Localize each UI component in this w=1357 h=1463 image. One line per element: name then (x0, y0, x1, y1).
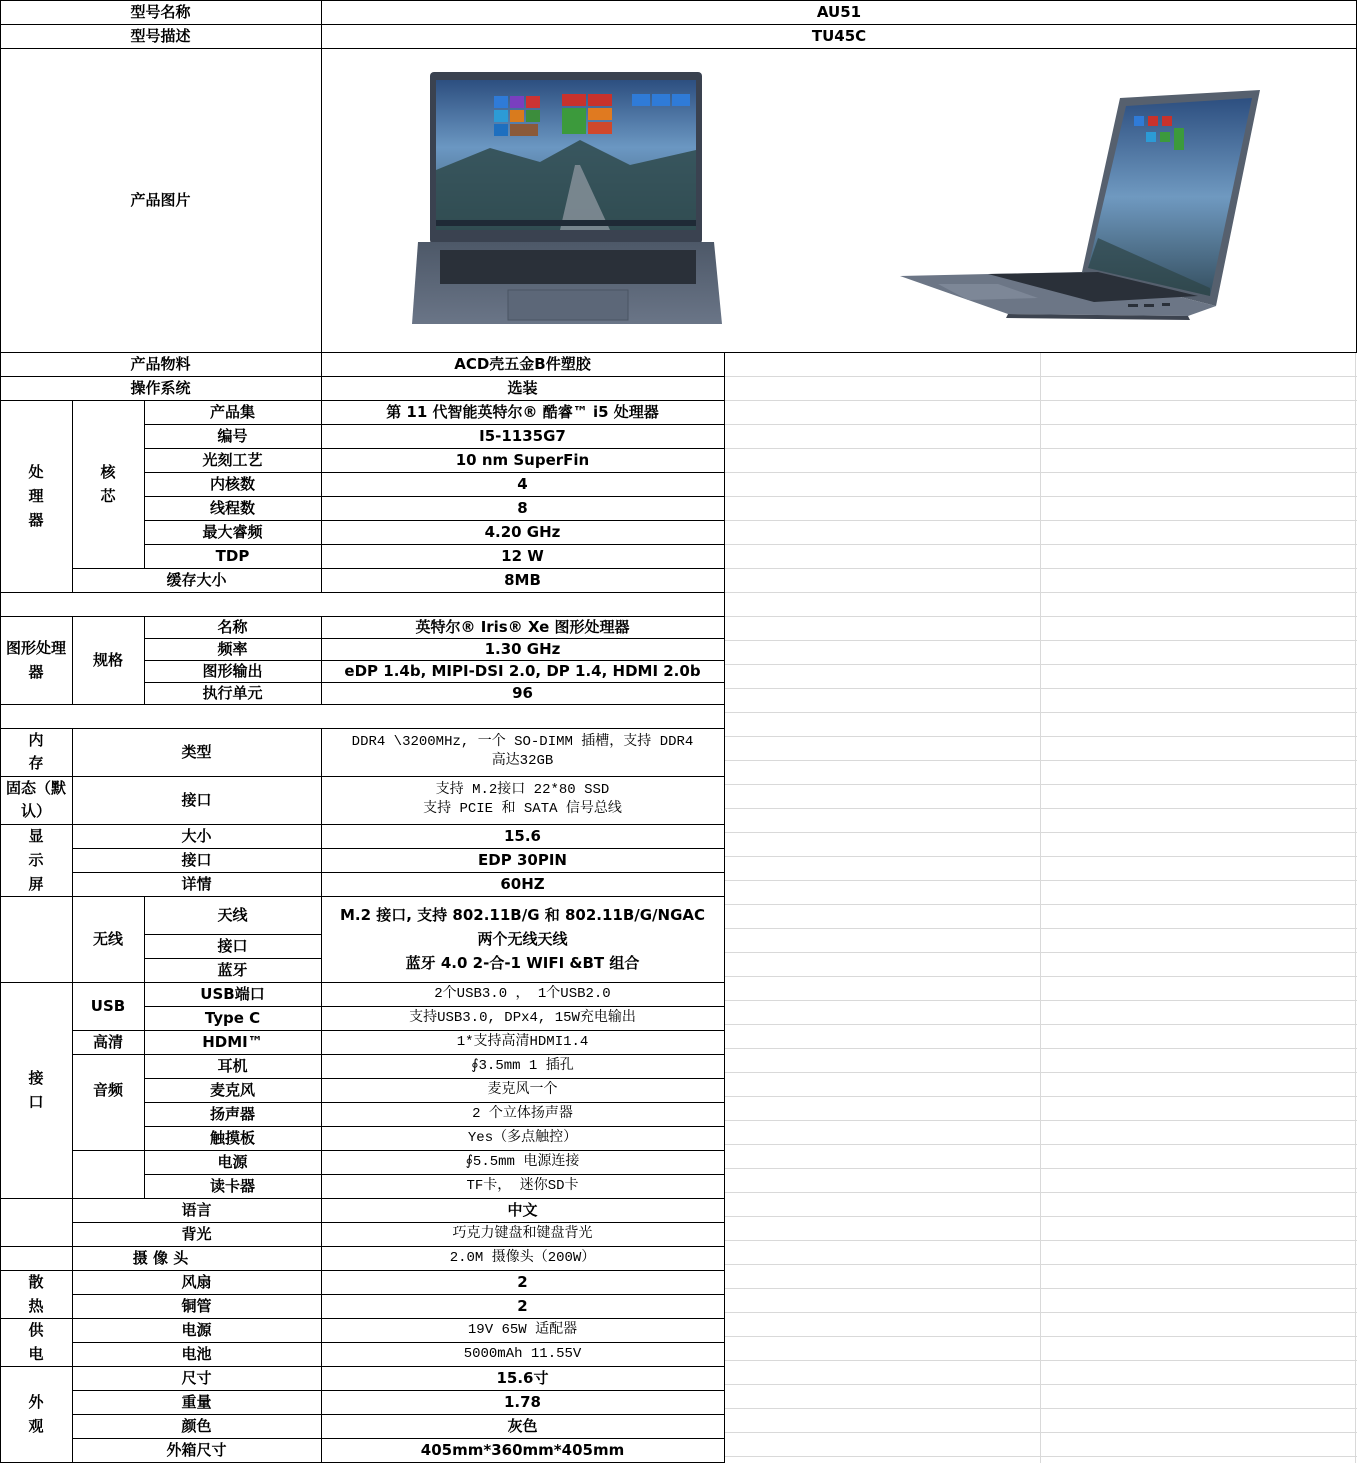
ssd-group-label: 固态（默 认） (5, 779, 66, 820)
power-row-label: 电池 (181, 1344, 212, 1363)
appearance-row-value: 15.6寸 (496, 1368, 549, 1387)
power-port-value: ∮5.5mm 电源连接 (465, 1153, 580, 1170)
cooling-row-label: 风扇 (181, 1272, 212, 1291)
gridline-h (724, 1264, 1357, 1265)
appearance-row-label: 尺寸 (181, 1368, 212, 1387)
border-h (72, 1150, 145, 1151)
border-v (144, 896, 145, 983)
border-v (0, 0, 1, 353)
material-value: ACD壳五金B件塑胶 (454, 354, 591, 373)
border-h (0, 48, 1357, 49)
border-h (0, 728, 725, 729)
gridline-h (724, 904, 1357, 905)
border-h (144, 568, 725, 569)
usb-group-label: USB (90, 996, 126, 1015)
wireless-value: M.2 接口, 支持 802.11B/G 和 802.11B/G/NGAC 两个无线天线 蓝牙 4.0 2-合-1 WIFI &BT 组合 (339, 906, 706, 972)
gridline-h (724, 1384, 1357, 1385)
appearance-row-value: 灰色 (507, 1416, 538, 1435)
cpu-row-value: 8 (517, 498, 528, 517)
gridline-h (724, 1312, 1357, 1313)
display-row-label: 接口 (181, 850, 212, 869)
gridline-h (724, 1240, 1357, 1241)
border-h (0, 1246, 725, 1247)
touchpad-value: Yes（多点触控） (467, 1129, 578, 1146)
gridline-h (724, 1120, 1357, 1121)
gpu-spec-label: 规格 (92, 650, 123, 669)
typec-value: 支持USB3.0, DPx4, 15W充电输出 (409, 1009, 636, 1026)
border-h (0, 704, 725, 705)
gridline-h (724, 760, 1357, 761)
cooling-row-label: 铜管 (181, 1296, 212, 1315)
gridline-h (724, 496, 1357, 497)
border-h (144, 1102, 725, 1103)
photo-label: 产品图片 (130, 190, 191, 209)
appearance-row-value: 1.78 (503, 1392, 541, 1411)
cpu-row-label: 最大睿频 (202, 522, 263, 541)
border-h (0, 982, 725, 983)
display-row-label: 详情 (181, 874, 212, 893)
cpu-row-value: 第 11 代智能英特尔® 酷睿™ i5 处理器 (386, 402, 659, 421)
gridline-h (724, 1096, 1357, 1097)
border-h (72, 872, 725, 873)
hdmi-value: 1*支持高清HDMI1.4 (456, 1033, 589, 1050)
cpu-row-value: 4.20 GHz (484, 522, 561, 541)
gridline-h (724, 784, 1357, 785)
border-h (72, 1438, 725, 1439)
power-row-label: 电源 (181, 1320, 212, 1339)
ports-group-label: 接 口 (28, 1069, 44, 1111)
cpu-row-value: 12 W (501, 546, 544, 565)
border-h (0, 400, 725, 401)
usb-port-value: 2个USB3.0 ， 1个USB2.0 (434, 985, 611, 1002)
cpu-row-label: 线程数 (209, 498, 255, 517)
border-v (0, 352, 1, 1463)
wireless-interface-label: 接口 (217, 936, 248, 955)
gridline-h (724, 808, 1357, 809)
gridline-h (724, 1000, 1357, 1001)
power-group-label: 供 电 (28, 1321, 44, 1363)
border-v (321, 0, 322, 353)
appearance-row-label: 颜色 (181, 1416, 212, 1435)
gridline-h (724, 640, 1357, 641)
model-desc-value: TU45C (811, 26, 867, 45)
border-h (72, 848, 725, 849)
border-h (144, 682, 725, 683)
memory-type-label: 类型 (181, 742, 212, 761)
border-h (144, 958, 322, 959)
power-port-label: 电源 (217, 1152, 248, 1171)
border-v (724, 352, 725, 1463)
cpu-row-label: TDP (215, 546, 250, 565)
gridline-h (724, 568, 1357, 569)
backlight-label: 背光 (181, 1224, 212, 1243)
language-label: 语言 (181, 1200, 212, 1219)
border-h (0, 1198, 725, 1199)
cpu-row-label: 内核数 (209, 474, 255, 493)
gridline-h (724, 472, 1357, 473)
card-reader-value: TF卡， 迷你SD卡 (466, 1177, 579, 1194)
border-h (144, 1030, 725, 1031)
gpu-row-label: 图形输出 (202, 661, 263, 680)
appearance-group-label: 外 观 (28, 1393, 44, 1435)
appearance-row-label: 外箱尺寸 (166, 1440, 227, 1459)
gpu-row-label: 名称 (217, 617, 248, 636)
cooling-row-value: 2 (517, 1296, 528, 1315)
border-h (0, 376, 725, 377)
display-group-label: 显 示 屏 (28, 827, 44, 893)
border-v (72, 400, 73, 593)
gridline-h (724, 1144, 1357, 1145)
border-h (72, 1294, 725, 1295)
gridline-h (724, 376, 1357, 377)
border-h (144, 1150, 725, 1151)
border-h (144, 520, 725, 521)
border-h (0, 616, 725, 617)
gridline-h (724, 688, 1357, 689)
border-h (144, 448, 725, 449)
gridline-h (724, 880, 1357, 881)
cpu-group-label: 处 理 器 (28, 463, 44, 529)
gpu-row-label: 执行单元 (202, 683, 263, 702)
power-row-value: 5000mAh 11.55V (463, 1345, 582, 1362)
gridline-h (724, 1432, 1357, 1433)
gridline-h (724, 928, 1357, 929)
gridline-h (724, 712, 1357, 713)
gridline-h (724, 592, 1357, 593)
border-h (144, 1054, 725, 1055)
gridline-v (1355, 352, 1356, 1463)
os-value: 选装 (507, 378, 538, 397)
display-row-value: EDP 30PIN (478, 850, 567, 869)
gridline-h (724, 976, 1357, 977)
model-name-value: AU51 (816, 2, 862, 21)
language-value: 中文 (507, 1200, 538, 1219)
gridline-h (724, 1216, 1357, 1217)
gpu-row-label: 频率 (217, 639, 248, 658)
wireless-bluetooth-label: 蓝牙 (217, 960, 248, 979)
border-v (72, 896, 73, 983)
border-v (321, 728, 322, 1463)
card-reader-label: 读卡器 (209, 1176, 255, 1195)
cpu-row-label: 光刻工艺 (202, 450, 263, 469)
border-v (144, 982, 145, 1199)
gridline-h (724, 424, 1357, 425)
typec-label: Type C (204, 1008, 261, 1027)
border-h (72, 1390, 725, 1391)
border-h (144, 1126, 725, 1127)
gridline-h (724, 952, 1357, 953)
wireless-label: 无线 (92, 929, 123, 948)
gridline-h (724, 664, 1357, 665)
border-h (144, 1174, 725, 1175)
cpu-core-label: 核 芯 (100, 463, 116, 505)
audio-group-label: 音频 (92, 1080, 123, 1099)
display-row-value: 15.6 (503, 826, 541, 845)
gridline-h (724, 1288, 1357, 1289)
gridline-v (1040, 352, 1041, 1463)
model-desc-label: 型号描述 (130, 26, 191, 45)
gridline-h (724, 1024, 1357, 1025)
border-h (144, 660, 725, 661)
border-h (0, 1270, 725, 1271)
border-h (144, 934, 322, 935)
border-h (0, 352, 1357, 353)
gridline-h (724, 616, 1357, 617)
gridline-h (724, 1336, 1357, 1337)
cpu-row-value: I5-1135G7 (479, 426, 566, 445)
border-h (144, 424, 725, 425)
gpu-row-value: 英特尔® Iris® Xe 图形处理器 (415, 617, 630, 636)
gridline-h (724, 832, 1357, 833)
border-h (0, 776, 725, 777)
cpu-row-label: 产品集 (209, 402, 255, 421)
border-h (144, 1078, 725, 1079)
headphone-label: 耳机 (217, 1056, 248, 1075)
gridline-h (724, 448, 1357, 449)
border-h (72, 1054, 145, 1055)
camera-value: 2.0M 摄像头（200W） (449, 1249, 596, 1266)
laptop-front-photo (410, 70, 725, 326)
display-row-value: 60HZ (500, 874, 545, 893)
memory-group-label: 内 存 (28, 731, 44, 772)
border-h (0, 1366, 725, 1367)
gridline-h (724, 544, 1357, 545)
border-h (72, 568, 145, 569)
gridline-h (724, 400, 1357, 401)
border-v (144, 616, 145, 705)
gridline-h (724, 1360, 1357, 1361)
border-h (72, 1030, 145, 1031)
material-label: 产品物料 (130, 354, 191, 373)
cooling-row-value: 2 (517, 1272, 528, 1291)
border-h (0, 0, 1357, 1)
power-row-value: 19V 65W 适配器 (467, 1321, 578, 1338)
camera-label: 摄 像 头 (132, 1248, 189, 1267)
memory-type-value: DDR4 \3200MHz, 一个 SO-DIMM 插槽，支持 DDR4 高达32GB (351, 734, 694, 769)
border-h (0, 24, 1357, 25)
border-v (72, 616, 73, 705)
laptop-side-photo (898, 88, 1264, 320)
border-h (0, 824, 725, 825)
gridline-h (724, 1408, 1357, 1409)
speaker-value: 2 个立体扬声器 (472, 1105, 573, 1122)
cpu-row-label: 编号 (217, 426, 248, 445)
os-label: 操作系统 (130, 378, 191, 397)
cooling-group-label: 散 热 (28, 1273, 44, 1315)
cpu-row-value: 10 nm SuperFin (455, 450, 590, 469)
cpu-cache-value: 8MB (504, 570, 541, 589)
border-h (0, 592, 725, 593)
border-h (72, 1414, 725, 1415)
cpu-cache-label: 缓存大小 (166, 570, 227, 589)
usb-port-label: USB端口 (200, 984, 265, 1003)
gpu-row-value: 1.30 GHz (484, 639, 561, 658)
gridline-h (724, 1072, 1357, 1073)
border-h (72, 1222, 725, 1223)
gpu-group-label: 图形处理 器 (5, 639, 66, 681)
border-v (144, 400, 145, 569)
gridline-h (724, 1048, 1357, 1049)
gridline-h (724, 856, 1357, 857)
display-row-label: 大小 (181, 826, 212, 845)
border-h (0, 1318, 725, 1319)
gridline-h (724, 1456, 1357, 1457)
hd-group-label: 高清 (92, 1032, 123, 1051)
backlight-value: 巧克力键盘和键盘背光 (452, 1225, 593, 1242)
ssd-interface-value: 支持 M.2接口 22*80 SSD 支持 PCIE 和 SATA 信号总线 (423, 782, 622, 817)
model-name-label: 型号名称 (130, 2, 191, 21)
appearance-row-value: 405mm*360mm*405mm (420, 1440, 625, 1459)
touchpad-label: 触摸板 (209, 1128, 255, 1147)
border-h (144, 544, 725, 545)
border-h (144, 1006, 725, 1007)
border-v (72, 1198, 73, 1247)
hdmi-label: HDMI™ (202, 1032, 263, 1051)
gpu-row-value: eDP 1.4b, MIPI-DSI 2.0, DP 1.4, HDMI 2.0b (344, 661, 701, 680)
border-h (144, 496, 725, 497)
mic-label: 麦克风 (209, 1080, 255, 1099)
gridline-h (724, 1168, 1357, 1169)
border-h (144, 472, 725, 473)
cpu-row-value: 4 (517, 474, 528, 493)
appearance-row-label: 重量 (181, 1392, 212, 1411)
headphone-value: ∮3.5mm 1 插孔 (471, 1057, 574, 1074)
border-h (72, 1342, 725, 1343)
wireless-antenna-label: 天线 (217, 905, 248, 924)
border-h (0, 896, 725, 897)
gridline-h (724, 520, 1357, 521)
gpu-row-value: 96 (512, 683, 533, 702)
gridline-h (724, 1192, 1357, 1193)
mic-value: 麦克风一个 (487, 1081, 558, 1098)
border-h (144, 638, 725, 639)
speaker-label: 扬声器 (209, 1104, 255, 1123)
ssd-interface-label: 接口 (181, 790, 212, 809)
gridline-h (724, 736, 1357, 737)
